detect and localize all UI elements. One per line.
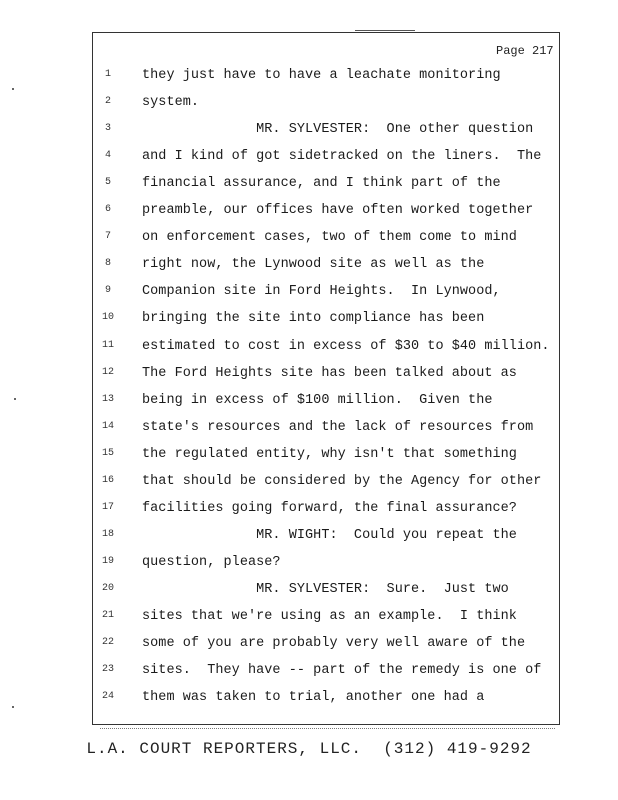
line-number: 12 [101, 366, 114, 378]
line-number: 15 [101, 447, 114, 459]
line-number: 20 [101, 582, 114, 594]
transcript-line: preamble, our offices have often worked together [142, 203, 534, 219]
transcript-line: system. [142, 95, 200, 111]
line-number: 19 [101, 555, 114, 567]
transcript-line: sites. They have -- part of the remedy is one of [142, 663, 542, 679]
line-number: 8 [104, 258, 111, 270]
line-number: 17 [101, 501, 114, 513]
transcript-line: Companion site in Ford Heights. In Lynwood, [142, 284, 501, 300]
line-number: 1 [104, 69, 111, 80]
line-number: 9 [104, 285, 111, 297]
line-number: 4 [104, 150, 111, 162]
transcript-line: some of you are probably very well aware of the [142, 636, 526, 652]
line-number: 11 [101, 339, 114, 351]
transcript-line: MR. SYLVESTER: Sure. Just two [142, 581, 509, 597]
transcript-line: right now, the Lynwood site as well as the [142, 257, 485, 273]
margin-speck [12, 706, 14, 708]
page-number: Page 217 [496, 44, 554, 58]
line-number: 16 [101, 474, 114, 486]
transcript-line: facilities going forward, the final assurance? [142, 500, 517, 516]
line-number: 22 [101, 637, 114, 649]
margin-speck [12, 88, 14, 90]
transcript-line: the regulated entity, why isn't that something [142, 446, 517, 462]
line-number: 3 [104, 123, 111, 135]
transcript-line: sites that we're using as an example. I think [142, 609, 517, 624]
line-number: 10 [101, 312, 114, 324]
line-number: 14 [101, 420, 114, 432]
transcript-line: being in excess of $100 million. Given the [142, 392, 493, 408]
margin-speck [14, 398, 16, 400]
transcript-line: financial assurance, and I think part of the [142, 176, 501, 192]
transcript-line: on enforcement cases, two of them come to mind [142, 230, 517, 246]
transcript-line: bringing the site into compliance has been [142, 311, 485, 327]
bottom-rule [100, 728, 555, 729]
line-number: 5 [104, 177, 111, 189]
transcript-line: MR. WIGHT: Could you repeat the [142, 527, 517, 543]
line-number: 24 [101, 691, 114, 703]
transcript-line: question, please? [142, 554, 281, 570]
transcript-line: The Ford Heights site has been talked about as [142, 365, 517, 381]
line-number: 6 [104, 204, 111, 216]
transcript-line: that should be considered by the Agency for other [142, 473, 542, 489]
line-number: 18 [101, 528, 114, 540]
line-number: 7 [104, 231, 111, 243]
frame-top-mark [355, 30, 415, 31]
transcript-line: state's resources and the lack of resources from [142, 419, 534, 435]
transcript-line: and I kind of got sidetracked on the liners. The [142, 149, 542, 165]
line-number: 2 [104, 96, 111, 108]
transcript-line: them was taken to trial, another one had a [142, 690, 485, 706]
transcript-line: estimated to cost in excess of $30 to $40 million. [142, 338, 550, 354]
line-number: 23 [101, 664, 114, 676]
line-number: 13 [101, 393, 114, 405]
reporter-footer: L.A. COURT REPORTERS, LLC. (312) 419-9292 [86, 740, 532, 758]
transcript-line: they just have to have a leachate monitoring [142, 68, 501, 83]
transcript-line: MR. SYLVESTER: One other question [142, 122, 534, 138]
line-number: 21 [101, 610, 114, 621]
